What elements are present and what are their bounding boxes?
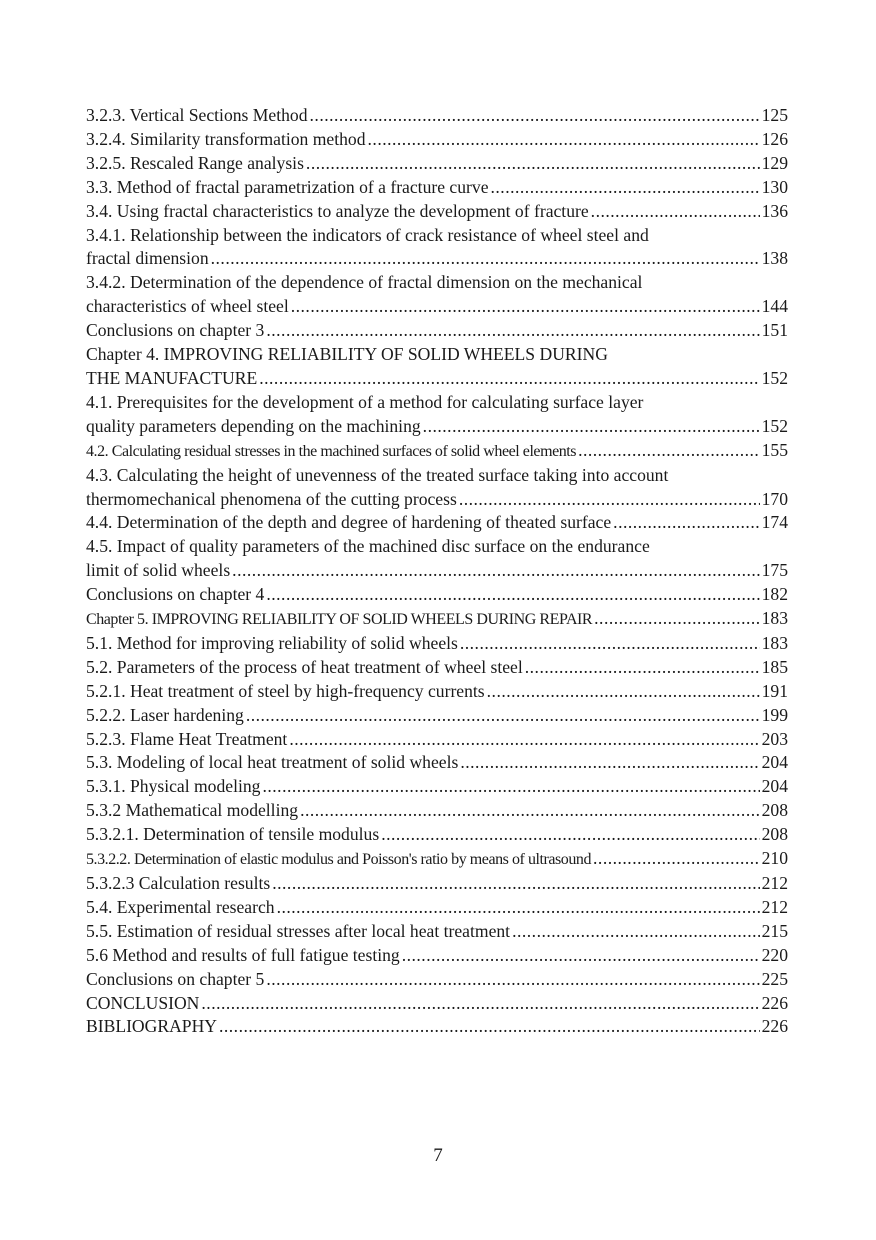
toc-entry [86,847,788,872]
toc-entry-title-line2: THE MANUFACTURE [86,367,258,388]
toc-entry [86,920,788,944]
toc-entry-page: 175 [761,560,788,581]
toc-entry-title: 4.2. Calculating residual stresses in the machined surfaces of solid wheel elements [86,442,577,460]
toc-entry [86,152,788,176]
dot-leader [232,559,759,583]
toc-entry [86,1015,788,1039]
toc-entry-title-line2: fractal dimension [86,248,209,269]
toc-entry-title-line1: 3.4.1. Relationship between the indicators of crack resistance of wheel steel and [86,224,649,245]
toc-entry [86,728,788,752]
toc-entry [86,439,788,464]
toc-entry-page: 199 [761,704,788,725]
dot-leader [487,680,760,704]
toc-entry [86,511,788,535]
toc-entry-title-line1: Chapter 4. IMPROVING RELIABILITY OF SOLID WHEELS DURING [86,344,608,365]
toc-entry [86,343,788,391]
toc-entry-title: 5.3.2.3 Calculation results [86,873,271,893]
toc-entry-title: 3.3. Method of fractal parametrization of a fracture curve [86,176,489,197]
toc-entry-page: 183 [761,632,788,653]
toc-entry [86,872,788,896]
toc-entry [86,992,788,1016]
toc-entry-title-line2: quality parameters depending on the machining [86,415,421,436]
toc-entry-title: 5.3.2.1. Determination of tensile modulus [86,824,380,845]
toc-entry-title: 5.3. Modeling of local heat treatment of solid wheels [86,752,459,773]
dot-leader [368,128,760,152]
toc-entry [86,176,788,200]
toc-entry-page: 226 [761,1016,788,1037]
dot-leader [266,583,759,607]
toc-entry-title: BIBLIOGRAPHY [86,1016,217,1037]
dot-leader [266,319,759,343]
toc-entry [86,944,788,968]
dot-leader [381,823,759,847]
dot-leader [266,968,759,992]
toc-entry-title: 3.2.4. Similarity transformation method [86,128,366,149]
dot-leader [525,656,760,680]
table-of-contents [86,104,788,1039]
toc-entry-title: 3.2.3. Vertical Sections Method [86,105,308,125]
toc-entry-page: 174 [761,512,788,533]
toc-entry-title-line1: 4.3. Calculating the height of unevenness of the treated surface taking into account [86,464,669,485]
toc-entry-page: 208 [761,824,788,845]
toc-entry-page: 182 [761,584,788,605]
toc-entry-title: 5.5. Estimation of residual stresses after local heat treatment [86,920,511,941]
toc-entry-title-line2: characteristics of wheel steel [86,296,289,317]
toc-entry-page: 151 [761,320,788,341]
toc-entry [86,896,788,920]
toc-entry-page: 208 [761,800,788,821]
toc-entry-page: 155 [761,439,788,460]
toc-entry-page: 226 [761,992,788,1013]
dot-leader [306,152,760,176]
toc-entry-title: 3.4. Using fractal characteristics to analyze the development of fracture [86,200,589,221]
dot-leader [491,176,760,200]
toc-entry [86,319,788,343]
toc-entry [86,680,788,704]
page-number: 7 [433,1145,443,1166]
toc-entry-title: Conclusions on chapter 4 [86,584,265,605]
toc-entry-page: 129 [761,152,788,173]
toc-entry-page: 204 [761,776,788,797]
dot-leader [591,200,760,224]
toc-entry [86,656,788,680]
toc-entry [86,224,788,272]
toc-entry-page: 136 [761,200,788,221]
toc-entry-page: 212 [761,896,788,917]
toc-entry-title: Conclusions on chapter 3 [86,320,265,341]
dot-leader [272,872,759,896]
toc-entry-page: 210 [761,848,788,869]
toc-entry [86,607,788,632]
dot-leader [310,104,760,128]
dot-leader [262,775,759,799]
toc-entry-page: 152 [761,367,788,388]
dot-leader [259,367,759,391]
dot-leader [459,488,760,512]
toc-entry [86,464,788,512]
dot-leader [201,992,759,1016]
toc-entry-page: 204 [761,752,788,773]
toc-entry-page: 152 [761,415,788,436]
toc-entry [86,104,788,128]
toc-entry-page: 144 [761,296,788,317]
toc-entry-page: 170 [761,488,788,509]
toc-entry-page: 191 [761,680,788,701]
toc-entry-title: Conclusions on chapter 5 [86,968,265,989]
dot-leader [593,847,760,871]
toc-entry-title: 5.3.1. Physical modeling [86,776,261,797]
toc-entry-page: 130 [761,176,788,197]
toc-entry-page: 215 [761,920,788,941]
toc-entry-page: 185 [761,656,788,677]
toc-entry [86,128,788,152]
toc-entry-page: 183 [761,608,788,629]
toc-entry-page: 212 [761,873,788,893]
toc-entry-page: 126 [761,128,788,149]
toc-entry [86,751,788,775]
dot-leader [219,1015,760,1039]
toc-entry-title: 5.3.2 Mathematical modelling [86,800,299,821]
toc-entry-title: 5.3.2.2. Determination of elastic modulus and Poisson's ratio by means of ultrasound [86,851,592,869]
toc-entry-title-line1: 3.4.2. Determination of the dependence of fractal dimension on the mechanical [86,272,643,293]
dot-leader [460,751,759,775]
toc-entry-title: 5.2.3. Flame Heat Treatment [86,728,288,749]
toc-entry-title: 5.2.2. Laser hardening [86,704,244,725]
toc-entry-title: 5.2. Parameters of the process of heat treatment of wheel steel [86,656,523,677]
toc-entry-title: CONCLUSION [86,992,200,1013]
dot-leader [423,415,760,439]
toc-entry-title-line1: 4.5. Impact of quality parameters of the machined disc surface on the endurance [86,536,650,557]
toc-entry-title-line2: thermomechanical phenomena of the cutting process [86,488,457,509]
dot-leader [594,607,759,631]
toc-entry [86,775,788,799]
dot-leader [512,920,760,944]
toc-entry-page: 125 [761,105,788,125]
toc-entry-page: 225 [761,968,788,989]
toc-entry [86,200,788,224]
toc-entry [86,823,788,847]
toc-entry [86,391,788,439]
toc-entry [86,968,788,992]
dot-leader [289,728,759,752]
toc-entry [86,271,788,319]
dot-leader [300,799,760,823]
toc-entry-title: 4.4. Determination of the depth and degree of hardening of theated surface [86,512,612,533]
dot-leader [578,439,760,463]
toc-entry-title-line1: 4.1. Prerequisites for the development of a method for calculating surface layer [86,391,644,412]
toc-entry-title: 3.2.5. Rescaled Range analysis [86,152,304,173]
toc-entry-title-line2: limit of solid wheels [86,560,231,581]
dot-leader [291,295,760,319]
toc-entry [86,632,788,656]
toc-entry-title: 5.4. Experimental research [86,896,275,917]
toc-entry-page: 220 [761,944,788,965]
dot-leader [402,944,760,968]
toc-entry-title: Chapter 5. IMPROVING RELIABILITY OF SOLID WHEELS DURING REPAIR [86,611,593,629]
toc-entry-page: 138 [761,248,788,269]
toc-entry [86,535,788,583]
toc-entry-title: 5.6 Method and results of full fatigue testing [86,944,400,965]
toc-entry-title: 5.2.1. Heat treatment of steel by high-frequency currents [86,680,485,701]
toc-entry-title: 5.1. Method for improving reliability of solid wheels [86,632,458,653]
dot-leader [277,896,760,920]
dot-leader [211,247,760,271]
toc-entry [86,583,788,607]
toc-entry [86,799,788,823]
dot-leader [246,704,760,728]
dot-leader [613,511,759,535]
dot-leader [460,632,760,656]
toc-entry [86,704,788,728]
toc-entry-page: 203 [761,728,788,749]
